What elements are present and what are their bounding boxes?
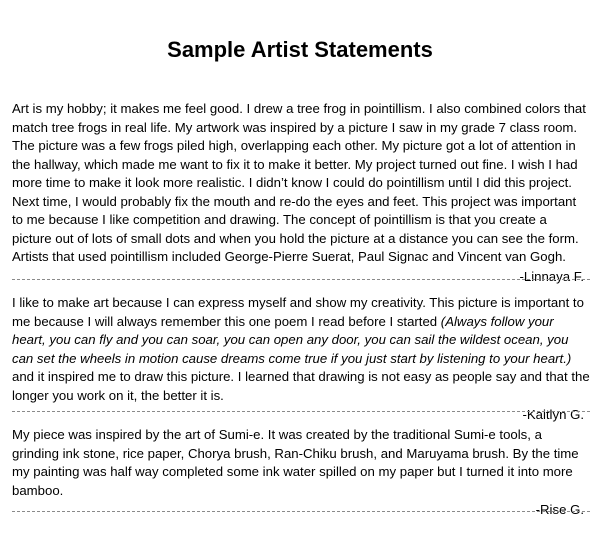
artist-statement-3: [12, 426, 590, 520]
statement-text-start: I like to make art because I can express myself and show my creativity. This picture is important to me because I will always remember this one poem I read before I started: [12, 295, 584, 329]
dashed-divider: [12, 279, 590, 280]
statement-text-end: and it inspired me to draw this picture. I learned that drawing is not easy as people say and that the longer you work on it, the better it is.: [12, 369, 590, 403]
statement-text: [12, 294, 590, 405]
statement-signature: -Kaitlyn G.: [522, 407, 584, 422]
statement-text: My piece was inspired by the art of Sumi-e. It was created by the traditional Sumi-e tools, a grinding ink stone, rice paper, Chorya brush, Ran-Chiku brush, and Maruyama brush. By the time my painting was half way completed some ink water spilled on my paper but I turned it into more bamboo.: [12, 427, 579, 498]
poem-quote: (Always follow your heart, you can fly and you can soar, you can open any door, you can sail the wildest ocean, you can set the wheels in motion cause dreams come true if you just start by listening to your heart.): [12, 313, 572, 366]
dashed-divider: [12, 411, 590, 412]
artist-statement-1: [12, 100, 590, 286]
statement-signature: -Rise G.: [535, 502, 584, 517]
dashed-divider: [12, 511, 590, 512]
statement-signature: -Linnaya F.: [519, 268, 584, 284]
artist-statement-2: [12, 294, 590, 425]
page-title: Sample Artist Statements: [167, 37, 433, 62]
statement-text: Art is my hobby; it makes me feel good. I drew a tree frog in pointillism. I also combined colors that match tree frogs in real life. My artwork was inspired by a picture I saw in my grade 7 class room. The picture was a few frogs piled high, overlapping each other. My picture got a lot of attention in the hallway, which made me want to fix it to make it better. My project turned out fine. I wish I had more time to make it look more realistic. I didn’t know I could do pointillism until I did this project. Next time, I would probably fix the mouth and re-do the eyes and feet. This project was important to me because I like competition and drawing. The concept of pointillism is that you create a picture out of lots of small dots and when you hold the picture at a distance you can see the form. Artists that used pointillism included George-Pierre Suerat, Paul Signac and Vincent van Gogh.: [12, 101, 586, 264]
